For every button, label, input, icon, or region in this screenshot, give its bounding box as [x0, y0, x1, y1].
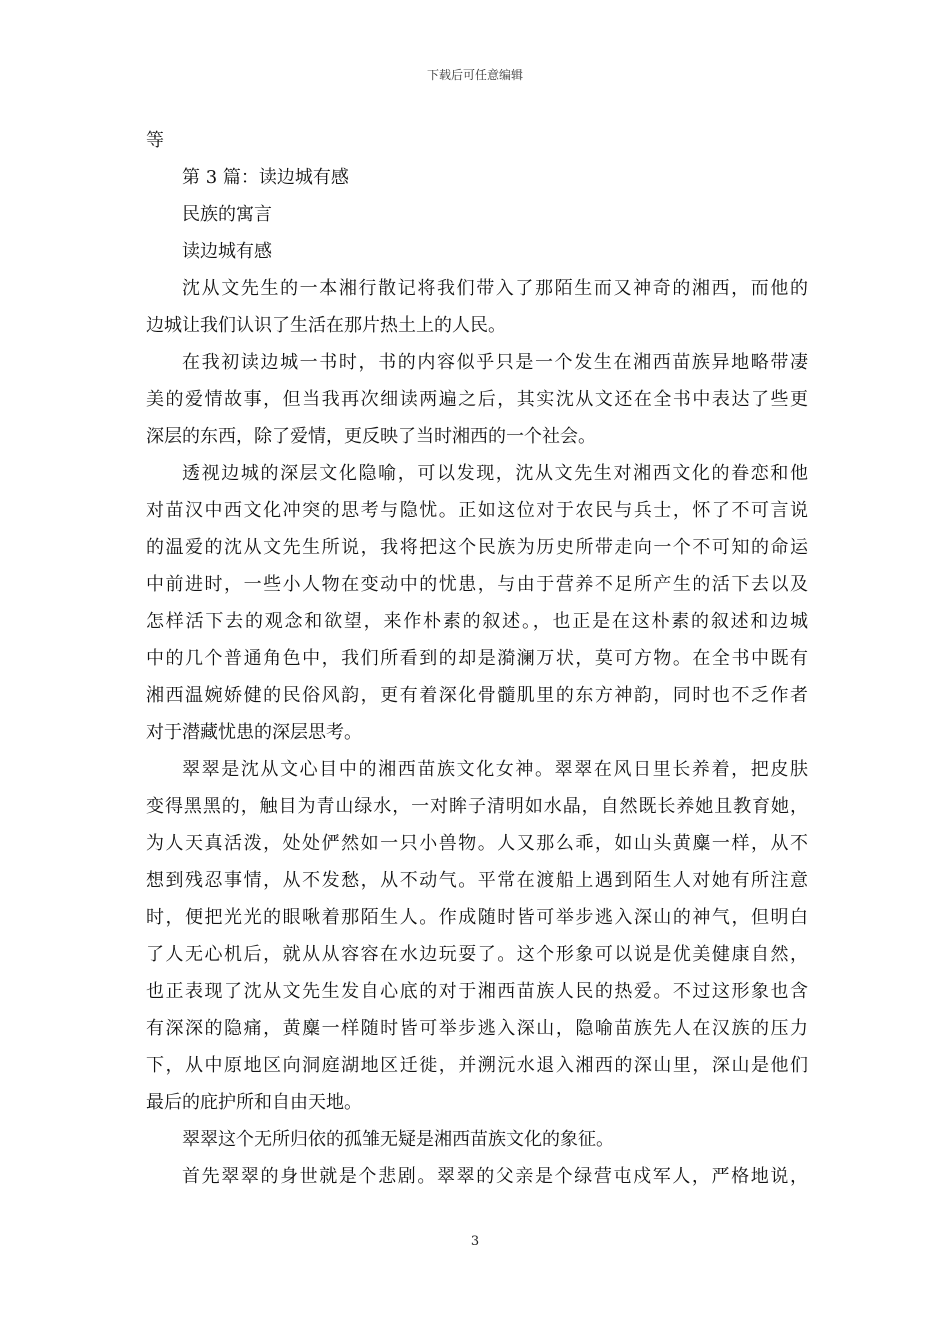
text-line: 的温爱的沈从文先生所说，我将把这个民族为历史所带走向一个不可知的命运: [146, 537, 808, 558]
text-line: 对苗汉中西文化冲突的思考与隐忧。正如这位对于农民与兵士，怀了不可言说: [146, 500, 808, 521]
text-line: 最后的庇护所和自由天地。: [146, 1092, 362, 1113]
text-line: 对于潜藏忧患的深层思考。: [146, 722, 362, 743]
text-line: 边城让我们认识了生活在那片热土上的人民。: [146, 315, 506, 336]
text-line: 读边城有感: [182, 241, 272, 262]
text-line: 民族的寓言: [182, 204, 272, 225]
text-line: 深层的东西，除了爱情，更反映了当时湘西的一个社会。: [146, 426, 596, 447]
text-line: 首先翠翠的身世就是个悲剧。翠翠的父亲是个绿营屯戍军人，严格地说，: [182, 1166, 808, 1187]
text-line: 中前进时，一些小人物在变动中的忧患，与由于营养不足所产生的活下去以及: [146, 574, 808, 595]
text-line: 时，便把光光的眼啾着那陌生人。作成随时皆可举步逃入深山的神气，但明白: [146, 907, 808, 928]
text-line: 美的爱情故事，但当我再次细读两遍之后，其实沈从文还在全书中表达了些更: [146, 389, 808, 410]
document-body: [146, 122, 808, 1195]
text-line: 下，从中原地区向洞庭湖地区迁徙，并溯沅水退入湘西的深山里，深山是他们: [146, 1055, 808, 1076]
text-line: 想到残忍事情，从不发愁，从不动气。平常在渡船上遇到陌生人对她有所注意: [146, 870, 808, 891]
text-line: 怎样活下去的观念和欲望，来作朴素的叙述。，也正是在这朴素的叙述和边城: [146, 611, 808, 632]
text-line: 第 3 篇：读边城有感: [182, 167, 349, 188]
text-line: 等: [146, 130, 164, 151]
page-header: 下载后可任意编辑: [426, 68, 523, 82]
text-line: 了人无心机后，就从从容容在水边玩耍了。这个形象可以说是优美健康自然，: [146, 944, 808, 965]
text-line: 湘西温婉娇健的民俗风韵，更有着深化骨髓肌里的东方神韵，同时也不乏作者: [146, 685, 808, 706]
text-line: 在我初读边城一书时，书的内容似乎只是一个发生在湘西苗族异地略带凄: [182, 352, 808, 373]
text-line: 有深深的隐痛，黄麋一样随时皆可举步逃入深山，隐喻苗族先人在汉族的压力: [146, 1018, 808, 1039]
text-line: 也正表现了沈从文先生发自心底的对于湘西苗族人民的热爱。不过这形象也含: [146, 981, 808, 1002]
text-line: 变得黑黑的，触目为青山绿水，一对眸子清明如水晶，自然既长养她且教育她，: [146, 796, 808, 817]
text-line: 为人天真活泼，处处俨然如一只小兽物。人又那么乖，如山头黄麋一样，从不: [146, 833, 808, 854]
text-line: 沈从文先生的一本湘行散记将我们带入了那陌生而又神奇的湘西，而他的: [182, 278, 808, 299]
text-line: 翠翠是沈从文心目中的湘西苗族文化女神。翠翠在风日里长养着，把皮肤: [182, 759, 808, 780]
page-number: 3: [470, 1234, 480, 1249]
text-line: 翠翠这个无所归依的孤雏无疑是湘西苗族文化的象征。: [182, 1129, 614, 1150]
text-line: 透视边城的深层文化隐喻，可以发现，沈从文先生对湘西文化的眷恋和他: [182, 463, 808, 484]
text-line: 中的几个普通角色中，我们所看到的却是漪澜万状，莫可方物。在全书中既有: [146, 648, 808, 669]
